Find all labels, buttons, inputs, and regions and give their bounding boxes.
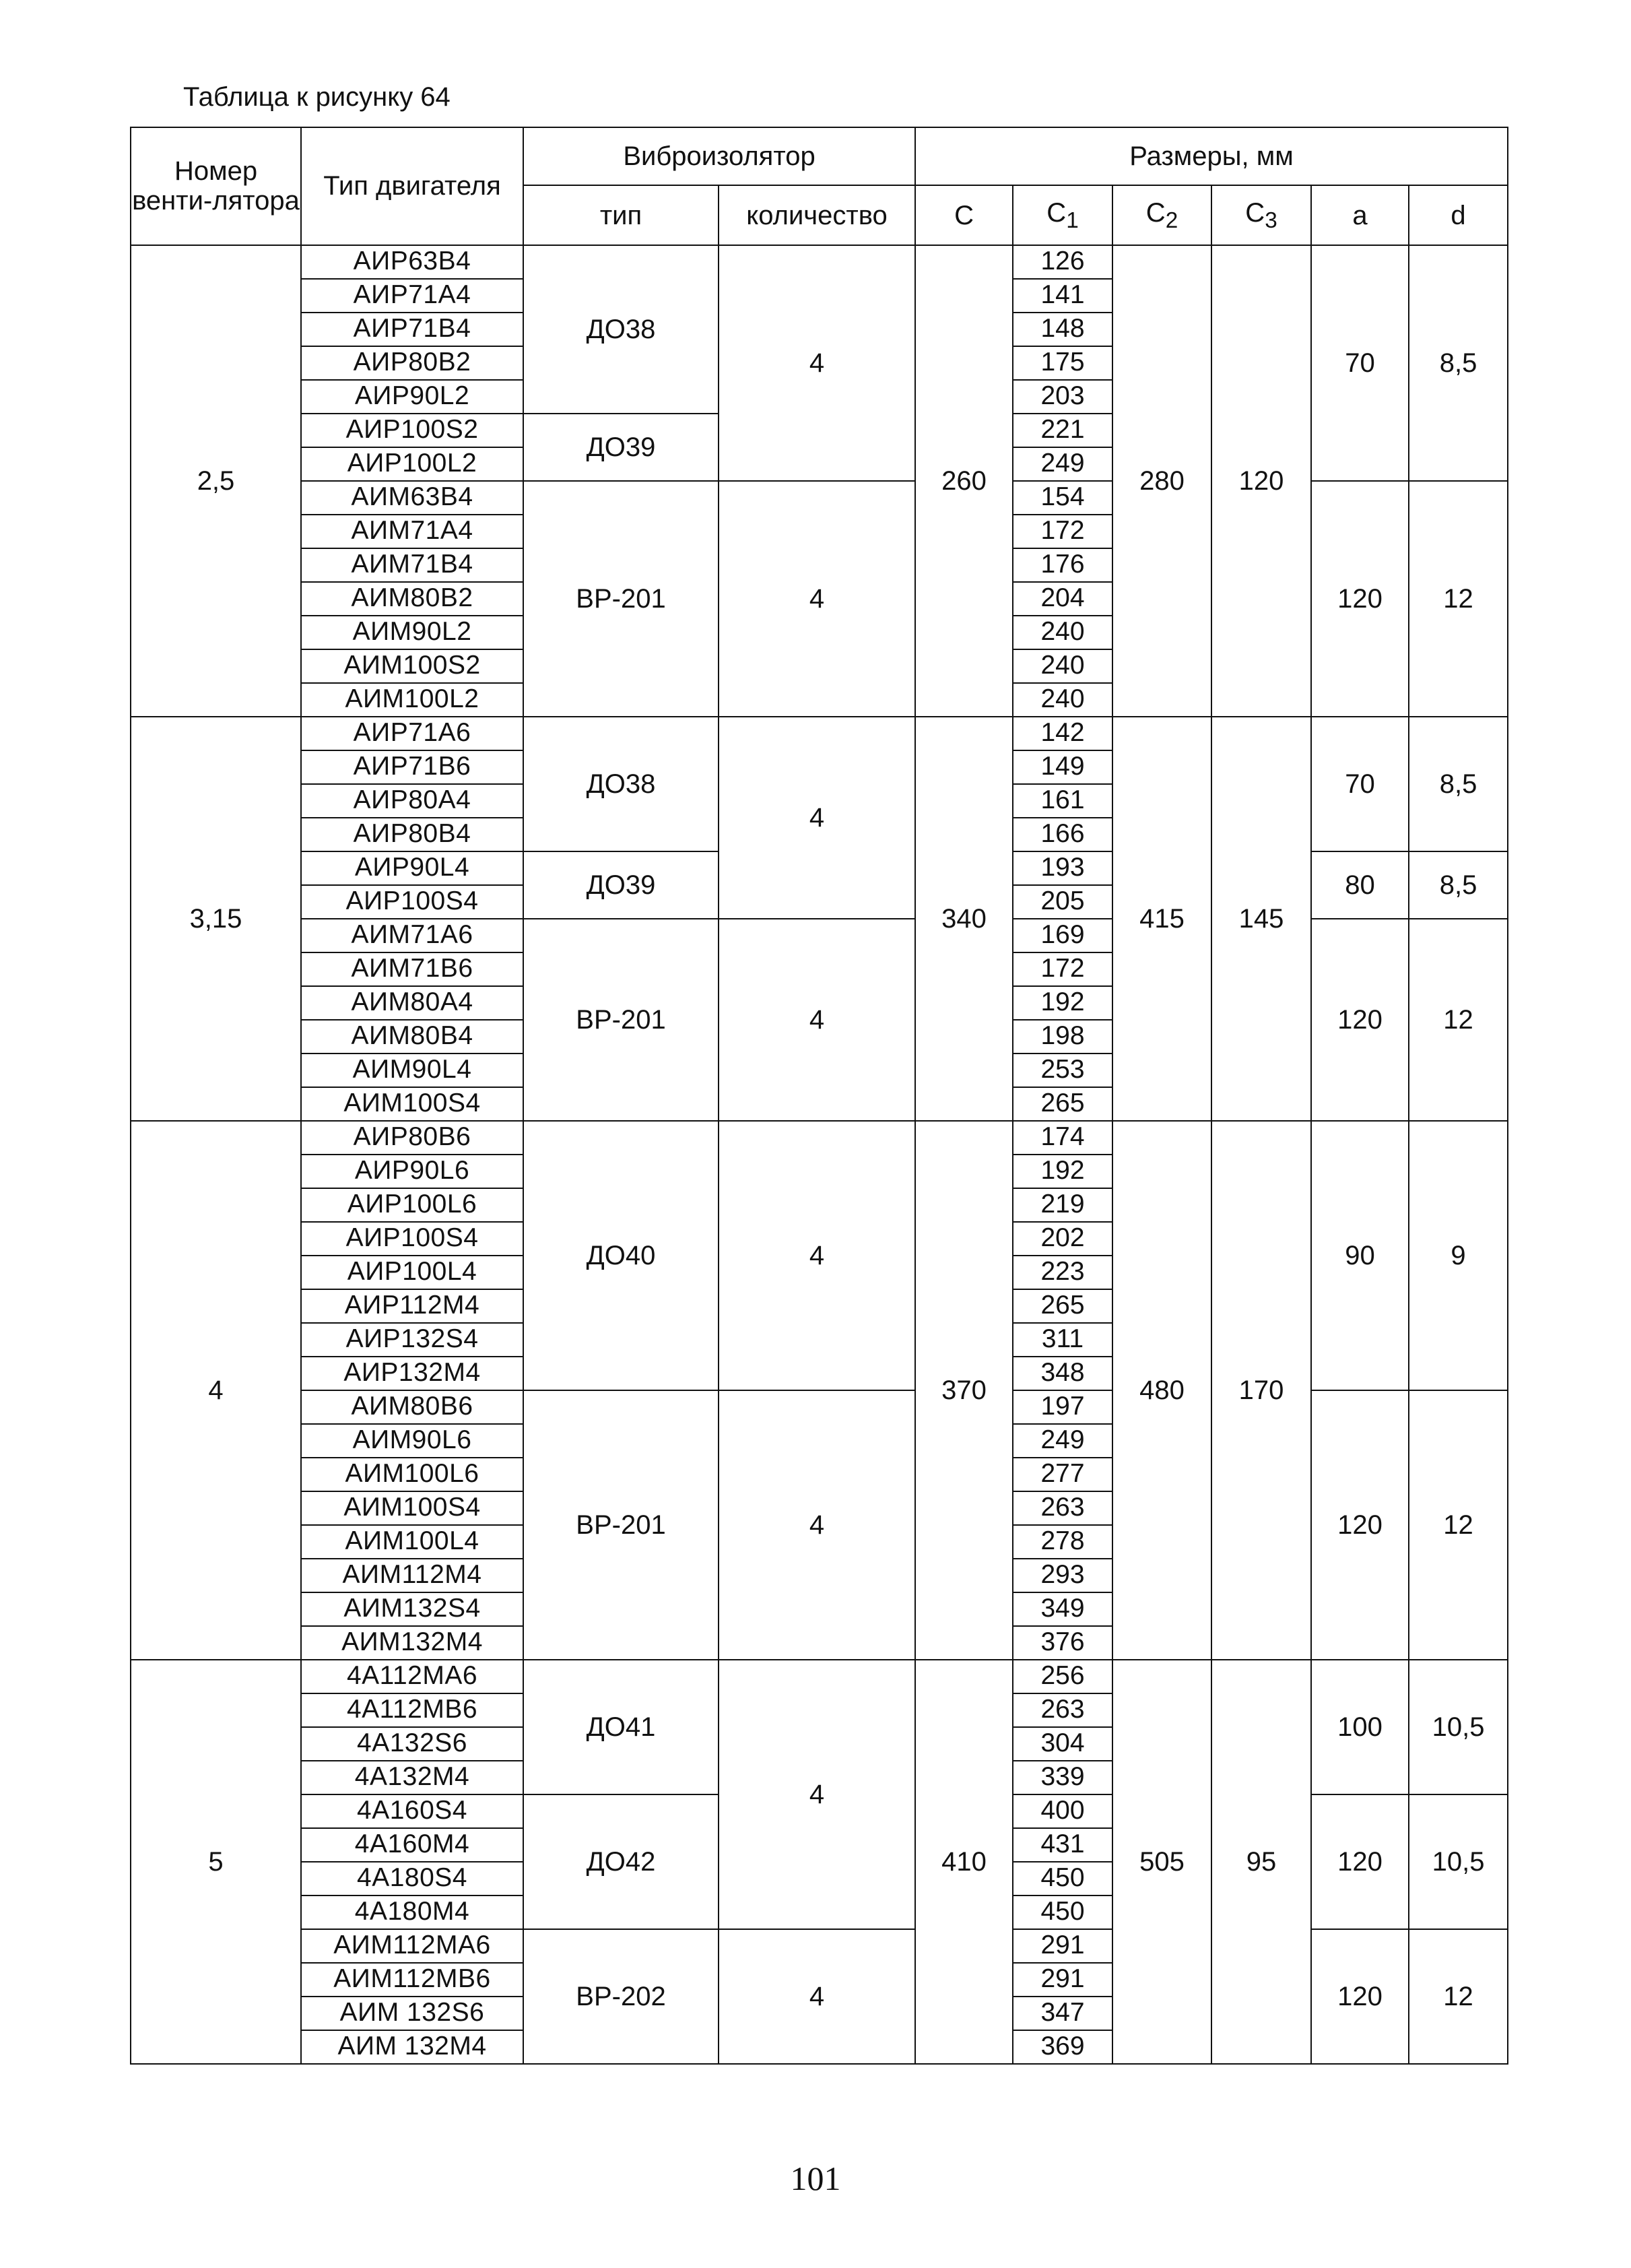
header-dimensions: Размеры, мм — [915, 127, 1508, 185]
motor-type-cell: 4А132М4 — [301, 1761, 523, 1794]
table-caption: Таблица к рисунку 64 — [183, 82, 451, 112]
motor-type-cell: АИМ132М4 — [301, 1626, 523, 1660]
motor-type-cell: 4А132S6 — [301, 1727, 523, 1761]
c1-cell: 278 — [1013, 1525, 1112, 1559]
isolator-quantity-cell: 4 — [719, 245, 915, 481]
isolator-quantity-cell: 4 — [719, 1390, 915, 1660]
motor-type-cell: АИР100L2 — [301, 447, 523, 481]
c1-cell: 169 — [1013, 919, 1112, 952]
c1-cell: 172 — [1013, 952, 1112, 986]
motor-type-cell: АИР90L6 — [301, 1155, 523, 1188]
c1-cell: 349 — [1013, 1592, 1112, 1626]
d-cell: 10,5 — [1409, 1794, 1508, 1929]
header-c1 — [1013, 185, 1112, 245]
c1-cell: 431 — [1013, 1828, 1112, 1862]
c1-cell: 376 — [1013, 1626, 1112, 1660]
c-cell: 340 — [915, 717, 1013, 1121]
a-cell: 70 — [1311, 245, 1409, 481]
c1-cell: 193 — [1013, 851, 1112, 885]
header-isolator-quantity: количество — [719, 185, 915, 245]
motor-type-cell: АИМ71В4 — [301, 548, 523, 582]
c1-cell: 450 — [1013, 1862, 1112, 1896]
d-cell: 12 — [1409, 919, 1508, 1121]
header-c1-subscript: 1 — [1066, 207, 1079, 233]
isolator-quantity-cell: 4 — [719, 481, 915, 717]
a-cell: 100 — [1311, 1660, 1409, 1794]
isolator-type-cell: ДО41 — [523, 1660, 719, 1794]
motor-type-cell: АИМ80В2 — [301, 582, 523, 616]
motor-type-cell: АИР90L4 — [301, 851, 523, 885]
motor-type-cell: АИМ112МВ6 — [301, 1963, 523, 1997]
isolator-quantity-cell: 4 — [719, 919, 915, 1121]
motor-type-cell: АИМ100S4 — [301, 1491, 523, 1525]
isolator-type-cell: ДО38 — [523, 245, 719, 414]
header-isolator-type: тип — [523, 185, 719, 245]
table-row — [131, 1660, 1508, 1693]
header-c3-subscript: 3 — [1265, 207, 1277, 233]
isolator-type-cell: ДО42 — [523, 1794, 719, 1929]
c1-cell: 347 — [1013, 1997, 1112, 2030]
c1-cell: 263 — [1013, 1693, 1112, 1727]
a-cell: 120 — [1311, 481, 1409, 717]
a-cell: 120 — [1311, 1929, 1409, 2064]
header-fan-number: Номер венти-лятора — [131, 127, 301, 245]
c1-cell: 265 — [1013, 1087, 1112, 1121]
c1-cell: 203 — [1013, 380, 1112, 414]
c1-cell: 311 — [1013, 1323, 1112, 1357]
c1-cell: 176 — [1013, 548, 1112, 582]
motor-type-cell: АИМ90L4 — [301, 1054, 523, 1087]
c1-cell: 249 — [1013, 1424, 1112, 1458]
c3-cell: 95 — [1211, 1660, 1311, 2064]
isolator-type-cell: ВР-202 — [523, 1929, 719, 2064]
c1-cell: 339 — [1013, 1761, 1112, 1794]
c1-cell: 277 — [1013, 1458, 1112, 1491]
fan-number-cell: 2,5 — [131, 245, 301, 717]
motor-type-cell: АИР132S4 — [301, 1323, 523, 1357]
c1-cell: 253 — [1013, 1054, 1112, 1087]
motor-type-cell: АИР80В6 — [301, 1121, 523, 1155]
motor-type-cell: АИР80А4 — [301, 784, 523, 818]
motor-type-cell: АИР100S4 — [301, 885, 523, 919]
motor-type-cell: АИМ112МА6 — [301, 1929, 523, 1963]
c1-cell: 161 — [1013, 784, 1112, 818]
c1-cell: 202 — [1013, 1222, 1112, 1256]
c1-cell: 249 — [1013, 447, 1112, 481]
isolator-type-cell: ДО39 — [523, 414, 719, 481]
header-motor-type: Тип двигателя — [301, 127, 523, 245]
d-cell: 8,5 — [1409, 717, 1508, 851]
motor-type-cell: АИМ100L4 — [301, 1525, 523, 1559]
c2-cell: 280 — [1112, 245, 1211, 717]
a-cell: 120 — [1311, 919, 1409, 1121]
c1-cell: 240 — [1013, 616, 1112, 649]
motor-type-cell: 4А112МА6 — [301, 1660, 523, 1693]
c-cell: 410 — [915, 1660, 1013, 2064]
c3-cell: 170 — [1211, 1121, 1311, 1660]
motor-type-cell: 4А180S4 — [301, 1862, 523, 1896]
c1-cell: 291 — [1013, 1963, 1112, 1997]
motor-type-cell: АИМ100L2 — [301, 683, 523, 717]
d-cell: 10,5 — [1409, 1660, 1508, 1794]
page-number: 101 — [790, 2160, 841, 2197]
d-cell: 9 — [1409, 1121, 1508, 1390]
motor-type-cell: АИР71А6 — [301, 717, 523, 750]
motor-type-cell: АИМ90L2 — [301, 616, 523, 649]
header-d: d — [1409, 185, 1508, 245]
isolator-quantity-cell: 4 — [719, 717, 915, 919]
isolator-type-cell: ДО40 — [523, 1121, 719, 1390]
c-cell: 370 — [915, 1121, 1013, 1660]
c1-cell: 141 — [1013, 279, 1112, 313]
motor-type-cell: АИМ100L6 — [301, 1458, 523, 1491]
c2-cell: 505 — [1112, 1660, 1211, 2064]
d-cell: 8,5 — [1409, 851, 1508, 919]
isolator-type-cell: ВР-201 — [523, 481, 719, 717]
c1-cell: 293 — [1013, 1559, 1112, 1592]
table-row — [131, 717, 1508, 750]
header-c: С — [915, 185, 1013, 245]
a-cell: 80 — [1311, 851, 1409, 919]
c1-cell: 205 — [1013, 885, 1112, 919]
header-c2-letter: С — [1145, 197, 1166, 228]
header-c3 — [1211, 185, 1311, 245]
motor-type-cell: АИР132М4 — [301, 1357, 523, 1390]
a-cell: 90 — [1311, 1121, 1409, 1390]
dimensions-table — [130, 127, 1508, 2065]
c1-cell: 369 — [1013, 2030, 1112, 2064]
motor-type-cell: АИМ 132S6 — [301, 1997, 523, 2030]
motor-type-cell: АИМ112М4 — [301, 1559, 523, 1592]
motor-type-cell: 4А112МВ6 — [301, 1693, 523, 1727]
motor-type-cell: АИМ132S4 — [301, 1592, 523, 1626]
c1-cell: 192 — [1013, 1155, 1112, 1188]
motor-type-cell: АИМ71А4 — [301, 515, 523, 548]
c1-cell: 450 — [1013, 1896, 1112, 1929]
a-cell: 120 — [1311, 1390, 1409, 1660]
d-cell: 12 — [1409, 1390, 1508, 1660]
header-c2-subscript: 2 — [1165, 207, 1178, 233]
c1-cell: 219 — [1013, 1188, 1112, 1222]
c1-cell: 172 — [1013, 515, 1112, 548]
isolator-quantity-cell: 4 — [719, 1121, 915, 1390]
isolator-quantity-cell: 4 — [719, 1660, 915, 1929]
header-c2 — [1112, 185, 1211, 245]
motor-type-cell: АИР80В2 — [301, 346, 523, 380]
isolator-quantity-cell: 4 — [719, 1929, 915, 2064]
c1-cell: 304 — [1013, 1727, 1112, 1761]
c1-cell: 240 — [1013, 649, 1112, 683]
c1-cell: 175 — [1013, 346, 1112, 380]
motor-type-cell: АИР63В4 — [301, 245, 523, 279]
c1-cell: 166 — [1013, 818, 1112, 851]
motor-type-cell: АИМ 132М4 — [301, 2030, 523, 2064]
header-a: а — [1311, 185, 1409, 245]
motor-type-cell: 4А180М4 — [301, 1896, 523, 1929]
header-row-1 — [131, 127, 1508, 185]
c1-cell: 291 — [1013, 1929, 1112, 1963]
c2-cell: 480 — [1112, 1121, 1211, 1660]
c1-cell: 148 — [1013, 313, 1112, 346]
c1-cell: 348 — [1013, 1357, 1112, 1390]
motor-type-cell: АИР90L2 — [301, 380, 523, 414]
isolator-type-cell: ВР-201 — [523, 919, 719, 1121]
header-c3-letter: С — [1245, 197, 1265, 228]
d-cell: 12 — [1409, 1929, 1508, 2064]
a-cell: 70 — [1311, 717, 1409, 851]
c3-cell: 145 — [1211, 717, 1311, 1121]
d-cell: 12 — [1409, 481, 1508, 717]
motor-type-cell: АИМ90L6 — [301, 1424, 523, 1458]
motor-type-cell: АИР71В6 — [301, 750, 523, 784]
c1-cell: 204 — [1013, 582, 1112, 616]
motor-type-cell: АИР100S4 — [301, 1222, 523, 1256]
motor-type-cell: АИМ71А6 — [301, 919, 523, 952]
header-isolator: Виброизолятор — [523, 127, 915, 185]
c1-cell: 400 — [1013, 1794, 1112, 1828]
isolator-type-cell: ДО38 — [523, 717, 719, 851]
fan-number-cell: 5 — [131, 1660, 301, 2064]
motor-type-cell: 4А160М4 — [301, 1828, 523, 1862]
motor-type-cell: АИМ80А4 — [301, 986, 523, 1020]
table-row — [131, 1121, 1508, 1155]
c1-cell: 198 — [1013, 1020, 1112, 1054]
d-cell: 8,5 — [1409, 245, 1508, 481]
motor-type-cell: АИР71А4 — [301, 279, 523, 313]
c3-cell: 120 — [1211, 245, 1311, 717]
c1-cell: 154 — [1013, 481, 1112, 515]
motor-type-cell: АИМ80В4 — [301, 1020, 523, 1054]
motor-type-cell: АИМ100S2 — [301, 649, 523, 683]
c1-cell: 142 — [1013, 717, 1112, 750]
c1-cell: 149 — [1013, 750, 1112, 784]
motor-type-cell: АИР80В4 — [301, 818, 523, 851]
fan-number-cell: 3,15 — [131, 717, 301, 1121]
c1-cell: 192 — [1013, 986, 1112, 1020]
c1-cell: 240 — [1013, 683, 1112, 717]
motor-type-cell: АИМ80В6 — [301, 1390, 523, 1424]
motor-type-cell: АИР100S2 — [301, 414, 523, 447]
c2-cell: 415 — [1112, 717, 1211, 1121]
fan-number-cell: 4 — [131, 1121, 301, 1660]
c1-cell: 265 — [1013, 1289, 1112, 1323]
motor-type-cell: АИР112М4 — [301, 1289, 523, 1323]
table-row — [131, 245, 1508, 279]
motor-type-cell: АИМ63В4 — [301, 481, 523, 515]
c1-cell: 256 — [1013, 1660, 1112, 1693]
c-cell: 260 — [915, 245, 1013, 717]
c1-cell: 263 — [1013, 1491, 1112, 1525]
isolator-type-cell: ВР-201 — [523, 1390, 719, 1660]
c1-cell: 197 — [1013, 1390, 1112, 1424]
motor-type-cell: АИР100L6 — [301, 1188, 523, 1222]
a-cell: 120 — [1311, 1794, 1409, 1929]
motor-type-cell: АИР100L4 — [301, 1256, 523, 1289]
c1-cell: 174 — [1013, 1121, 1112, 1155]
motor-type-cell: АИМ100S4 — [301, 1087, 523, 1121]
motor-type-cell: 4А160S4 — [301, 1794, 523, 1828]
motor-type-cell: АИМ71В6 — [301, 952, 523, 986]
header-c1-letter: С — [1046, 197, 1067, 228]
c1-cell: 221 — [1013, 414, 1112, 447]
table-body — [131, 127, 1508, 2064]
isolator-type-cell: ДО39 — [523, 851, 719, 919]
motor-type-cell: АИР71В4 — [301, 313, 523, 346]
c1-cell: 223 — [1013, 1256, 1112, 1289]
c1-cell: 126 — [1013, 245, 1112, 279]
